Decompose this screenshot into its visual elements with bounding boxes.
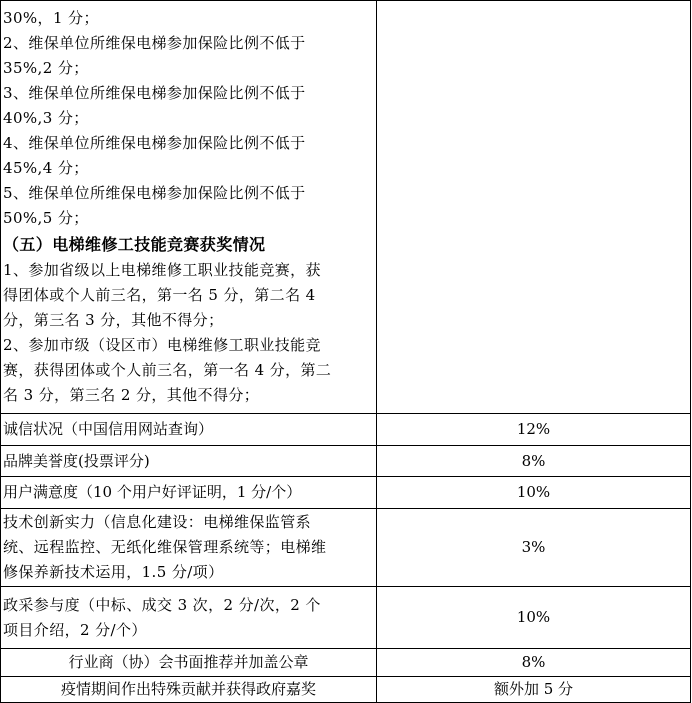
criterion-line: 项目介绍，2 分/个）: [3, 620, 147, 639]
section-heading: （五）电梯维修工技能竞赛获奖情况: [3, 235, 266, 254]
weight-cell-empty: [377, 1, 691, 414]
criteria-line: 5、维保单位所维保电梯参加保险比例不低于: [3, 184, 306, 202]
weight-cell: 8%: [377, 649, 691, 677]
weight-cell: 额外加 5 分: [377, 677, 691, 703]
criterion-cell: [1, 587, 377, 649]
criteria-line: 分，第三名 3 分，其他不得分；: [3, 311, 224, 329]
criterion-line: 政采参与度（中标、成交 3 次，2 分/次，2 个: [3, 595, 321, 614]
criterion-cell: [1, 509, 377, 587]
table-row: [1, 477, 691, 509]
criterion-line: 修保养新技术运用，1.5 分/项）: [3, 563, 224, 581]
table-row: [1, 414, 691, 446]
criterion-cell: 诚信状况（中国信用网站查询）: [1, 414, 377, 446]
criteria-line: 50%,5 分；: [3, 209, 89, 227]
table-row: [1, 677, 691, 703]
criteria-line: 2、参加市级（设区市）电梯维修工职业技能竞: [3, 336, 321, 354]
criterion-cell: 行业商（协）会书面推荐并加盖公章: [1, 649, 377, 677]
criteria-line: 得团体或个人前三名，第一名 5 分，第二名 4: [3, 286, 316, 304]
criteria-line: 30%，1 分；: [3, 9, 99, 27]
criterion-cell: 品牌美誉度(投票评分): [1, 446, 377, 477]
table-row: [1, 587, 691, 649]
criteria-line: 35%,2 分；: [3, 59, 89, 77]
weight-cell: 10%: [377, 587, 691, 649]
weight-cell: 3%: [377, 509, 691, 587]
weight-cell: 12%: [377, 414, 691, 446]
criteria-line: 40%,3 分；: [3, 109, 89, 127]
criterion-line: 技术创新实力（信息化建设：电梯维保监管系: [3, 513, 312, 531]
criterion-line: 统、远程监控、无纸化维保管理系统等；电梯维: [3, 538, 327, 556]
criteria-line: 45%,4 分；: [3, 159, 89, 177]
criteria-line: 4、维保单位所维保电梯参加保险比例不低于: [3, 134, 306, 152]
criterion-cell: 疫情期间作出特殊贡献并获得政府嘉奖: [1, 677, 377, 703]
weight-cell: 8%: [377, 446, 691, 477]
table-row: [1, 1, 691, 414]
criteria-line: 名 3 分，第三名 2 分，其他不得分；: [3, 386, 260, 404]
criteria-cell: [1, 1, 377, 414]
criteria-line: 3、维保单位所维保电梯参加保险比例不低于: [3, 84, 306, 102]
criteria-line: 2、维保单位所维保电梯参加保险比例不低于: [3, 34, 306, 52]
table-row: [1, 509, 691, 587]
table-row: [1, 649, 691, 677]
criterion-cell: 用户满意度（10 个用户好评证明，1 分/个）: [1, 477, 377, 509]
criteria-line: 1、参加省级以上电梯维修工职业技能竞赛，获: [3, 261, 321, 279]
criteria-line: 赛，获得团体或个人前三名，第一名 4 分，第二: [3, 361, 332, 379]
weight-cell: 10%: [377, 477, 691, 509]
table-row: [1, 446, 691, 477]
